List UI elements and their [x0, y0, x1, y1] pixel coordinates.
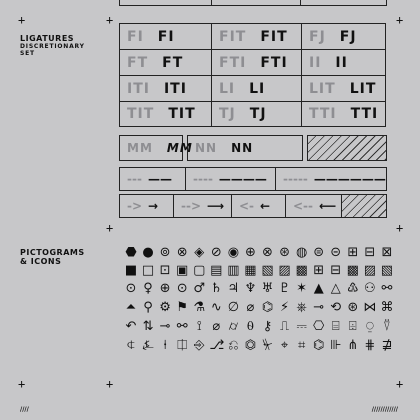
- top-partial-row: [119, 0, 387, 6]
- dash-plain: ----: [193, 172, 213, 186]
- pictogram-icon: ⋣: [381, 338, 393, 353]
- pictogram-icon: ⊚: [159, 245, 171, 260]
- pictogram-icon: ♆: [244, 281, 257, 296]
- ligature-joined: LIT: [349, 80, 377, 97]
- pictogram-icon: ⏧: [262, 338, 273, 353]
- pictogram-icon: ⊛: [347, 300, 359, 315]
- ligature-cell: [302, 101, 386, 127]
- pictogram-icon: ⎌: [228, 338, 239, 353]
- pictogram-icon: ▩: [295, 263, 308, 278]
- pictogram-icon: ⍜: [365, 319, 374, 334]
- pictogram-icon: ⚯: [176, 319, 188, 334]
- pictogram-icon: ⊝: [330, 245, 342, 260]
- pictogram-icon: ⊙: [176, 281, 188, 296]
- pictogram-icon: ⊗: [176, 245, 188, 260]
- pictogram-icon: ⊟: [330, 263, 342, 278]
- pictogram-row: [124, 264, 394, 278]
- dash-cell: [119, 167, 185, 191]
- arrow-joined: ⟵: [319, 199, 337, 213]
- pictogram-icon: ⋔: [347, 338, 359, 353]
- pictogram-icon: □: [141, 263, 155, 278]
- pictogram-icon: ♳: [346, 281, 359, 296]
- ligature-cell: [120, 75, 212, 101]
- pictograms-title-1: PICTOGRAMS: [20, 248, 85, 257]
- pictogram-row: [124, 339, 394, 353]
- hatch-panel: [341, 194, 387, 218]
- dash-plain: ---: [127, 172, 142, 186]
- pictogram-icon: ⌘: [380, 300, 394, 315]
- arrow-plain: ->: [127, 199, 143, 213]
- pictogram-icon: ⊕: [244, 245, 256, 260]
- pictogram-icon: ⍢: [383, 319, 391, 334]
- ligature-cell-mm: [119, 135, 193, 161]
- pictogram-icon: ⊜: [313, 245, 325, 260]
- pictogram-icon: ⎓: [296, 319, 307, 334]
- ligature-cell: [212, 75, 302, 101]
- ligature-plain: LIT: [309, 80, 336, 97]
- pictogram-icon: ♂: [193, 281, 206, 296]
- pictogram-icon: ⍬: [246, 319, 255, 334]
- pictogram-icon: ⊙: [125, 281, 137, 296]
- ligature-extra-row: [119, 135, 387, 161]
- arrow-plain: <--: [293, 199, 314, 213]
- ligature-plain: FTI: [219, 54, 247, 71]
- ligature-cell: [120, 23, 212, 49]
- pictogram-icon: ▧: [261, 263, 274, 278]
- ligature-joined: FT: [162, 54, 184, 71]
- ligature-joined: TTI: [350, 106, 379, 122]
- pictogram-icon: ⚙: [159, 300, 171, 315]
- ligature-joined: LI: [249, 80, 266, 97]
- pictogram-icon: ▨: [363, 263, 377, 278]
- plus-mark: +: [396, 221, 404, 235]
- footer-left-marks: ////: [20, 406, 29, 413]
- pictogram-icon: ⌀: [246, 300, 255, 315]
- ligature-plain: TIT: [127, 106, 155, 122]
- arrow-cell: [119, 194, 173, 218]
- pictogram-icon: ⟲: [330, 300, 342, 315]
- ligature-plain: FT: [127, 54, 149, 71]
- pictogram-icon: ⌬: [261, 300, 274, 315]
- pictogram-icon: ⎔: [313, 319, 325, 334]
- ligature-joined: FTI: [260, 54, 288, 71]
- arrow-joined: →: [148, 199, 159, 213]
- pictogram-row: [124, 282, 394, 296]
- ligatures-title: LIGATURES: [20, 34, 75, 43]
- pictogram-icon: ⚯: [381, 281, 393, 296]
- ligature-cell: [120, 101, 212, 127]
- pictogram-icon: ⊛: [279, 245, 291, 260]
- pictogram-icon: ⊞: [313, 263, 325, 278]
- pictogram-icon: ◉: [227, 245, 240, 260]
- pictogram-icon: ⊪: [330, 338, 342, 353]
- hatch-panel: [307, 135, 387, 161]
- pictogram-icon: ⌀: [212, 319, 221, 334]
- pictogram-row: [124, 301, 394, 315]
- ligature-grid: [119, 23, 387, 127]
- ligature-plain: TJ: [219, 106, 236, 122]
- ligature-row: [119, 75, 387, 101]
- pictogram-icon: ⊘: [210, 245, 222, 260]
- pictogram-icon: ⚇: [364, 281, 376, 296]
- pictogram-icon: ▢: [193, 263, 206, 278]
- plus-mark: +: [106, 221, 114, 235]
- ligature-row: [119, 101, 387, 127]
- pictogram-icon: ∅: [227, 300, 240, 315]
- ligature-plain: FJ: [309, 28, 326, 45]
- plus-mark: +: [18, 13, 26, 27]
- pictogram-icon: ⍧: [127, 338, 135, 353]
- arrow-plain: -->: [181, 199, 202, 213]
- plus-mark: +: [106, 13, 114, 27]
- ligature-joined: TIT: [168, 106, 196, 122]
- pictogram-icon: ⍼: [142, 338, 154, 353]
- ligature-joined: II: [335, 54, 348, 71]
- plus-mark: +: [396, 13, 404, 27]
- plus-mark: +: [18, 377, 26, 391]
- pictogram-icon: ⎈: [296, 300, 307, 315]
- pictogram-icon: ⌹: [348, 319, 357, 334]
- pictogram-icon: ♃: [227, 281, 240, 296]
- pictogram-icon: ⊞: [347, 245, 359, 260]
- pictogram-icon: ⌬: [313, 338, 325, 353]
- pictogram-icon: ▤: [210, 263, 223, 278]
- pictogram-icon: ⌗: [297, 338, 306, 353]
- pictogram-icon: ⎅: [176, 338, 188, 353]
- ligature-cell: [302, 75, 386, 101]
- ligature-plain: II: [309, 54, 322, 71]
- arrow-joined: ←: [260, 199, 271, 213]
- ligature-row: [119, 23, 387, 49]
- dash-joined: ————: [218, 172, 267, 186]
- pictogram-icon: ♄: [210, 281, 223, 296]
- plus-mark: +: [106, 377, 114, 391]
- pictogram-icon: ▣: [176, 263, 189, 278]
- ligatures-heading: [20, 34, 85, 57]
- pictogram-icon: ⊸: [159, 319, 171, 334]
- dash-joined: ——————: [313, 172, 386, 186]
- dash-ligature-row: [119, 167, 387, 191]
- pictogram-icon: ⌸: [331, 319, 340, 334]
- ligatures-subtitle-1: DISCRETIONARY: [20, 43, 85, 50]
- ligature-joined: FIT: [260, 28, 288, 45]
- pictogram-icon: ⎇: [209, 338, 225, 353]
- pictogram-icon: ▨: [278, 263, 291, 278]
- ligature-joined: FI: [157, 28, 175, 45]
- pictogram-icon: ⊗: [262, 245, 273, 260]
- dash-cell: [275, 167, 387, 191]
- pictogram-icon: ⎍: [280, 319, 290, 334]
- pictogram-icon: ⊸: [313, 300, 325, 315]
- pictogram-icon: ▦: [244, 263, 257, 278]
- pictogram-icon: ⍿: [163, 338, 167, 353]
- pictogram-icon: ▲: [313, 281, 324, 296]
- pictogram-icon: ⊟: [364, 245, 376, 260]
- ligatures-subtitle-2: SET: [20, 50, 35, 57]
- arrow-ligature-row: [119, 194, 387, 218]
- pictogram-row: [124, 320, 394, 334]
- pictogram-icon: ●: [142, 245, 154, 260]
- pictogram-icon: ⊕: [159, 281, 171, 296]
- ligature-plain: TTI: [309, 106, 337, 122]
- pictogram-icon: ▧: [380, 263, 394, 278]
- pictogram-icon: ⏣: [244, 338, 257, 353]
- pictograms-title-2: & ICONS: [20, 257, 62, 266]
- ligature-plain: MM: [127, 141, 153, 155]
- ligature-cell: [212, 49, 302, 75]
- pictogram-icon: ⟟: [196, 319, 202, 334]
- ligature-joined: MM: [166, 141, 193, 155]
- dash-plain: -----: [283, 172, 308, 186]
- arrow-cell: [285, 194, 341, 218]
- ligature-cell: [302, 49, 386, 75]
- pictogram-icon: ⊠: [381, 245, 393, 260]
- ligature-plain: NN: [195, 141, 218, 155]
- ligature-joined: FJ: [339, 28, 357, 45]
- ligature-cell-nn: [187, 135, 303, 161]
- pictogram-icon: ✶: [296, 281, 308, 296]
- ligature-plain: ITI: [127, 80, 150, 97]
- pictogram-icon: △: [330, 281, 341, 296]
- pictogram-icon: ⬣: [125, 245, 137, 260]
- pictogram-icon: ⚲: [143, 300, 153, 315]
- pictogram-icon: ■: [124, 263, 138, 278]
- arrow-cell: [173, 194, 231, 218]
- pictogram-icon: ↶: [125, 319, 137, 334]
- footer-right-marks: ////////////: [371, 406, 398, 413]
- pictogram-icon: ◈: [194, 245, 205, 260]
- arrow-cell: [231, 194, 285, 218]
- ligature-row: [119, 49, 387, 75]
- pictogram-icon: ⇅: [142, 319, 154, 334]
- ligature-joined: TJ: [249, 106, 267, 122]
- ligature-plain: LI: [219, 80, 236, 97]
- arrow-joined: ⟶: [207, 199, 225, 213]
- pictogram-icon: ∿: [210, 300, 222, 315]
- pictogram-icon: ♅: [261, 281, 274, 296]
- pictogram-icon: ⋈: [363, 300, 377, 315]
- pictogram-icon: ⏶: [125, 300, 137, 315]
- pictogram-icon: ⚗: [193, 300, 206, 315]
- ligature-plain: FI: [127, 28, 144, 45]
- pictogram-icon: ⊡: [159, 263, 171, 278]
- ligature-cell: [302, 23, 386, 49]
- pictograms-heading: [20, 248, 85, 266]
- pictogram-icon: ♀: [143, 281, 153, 296]
- pictogram-icon: ⚑: [176, 300, 189, 315]
- pictogram-icon: ⋕: [364, 338, 376, 353]
- ligature-joined: NN: [231, 141, 254, 155]
- pictogram-icon: ⚡: [279, 300, 290, 315]
- pictogram-icon: ⎆: [194, 338, 205, 353]
- pictogram-icon: ⌖: [280, 338, 289, 353]
- pictogram-icon: ⌭: [228, 319, 239, 334]
- pictogram-icon: ▥: [227, 263, 240, 278]
- pictogram-icon: ▩: [346, 263, 359, 278]
- pictogram-icon: ⚷: [262, 319, 273, 334]
- dash-cell: [185, 167, 275, 191]
- plus-mark: +: [396, 377, 404, 391]
- dash-joined: ——: [147, 172, 172, 186]
- pictogram-row: [124, 246, 394, 260]
- ligature-cell: [120, 49, 212, 75]
- ligature-cell: [212, 23, 302, 49]
- pictogram-icon: ♇: [278, 281, 291, 296]
- ligature-cell: [212, 101, 302, 127]
- pictogram-icon: ◍: [295, 245, 308, 260]
- ligature-plain: FIT: [219, 28, 247, 45]
- ligature-joined: ITI: [163, 80, 187, 97]
- arrow-plain: <-: [239, 199, 255, 213]
